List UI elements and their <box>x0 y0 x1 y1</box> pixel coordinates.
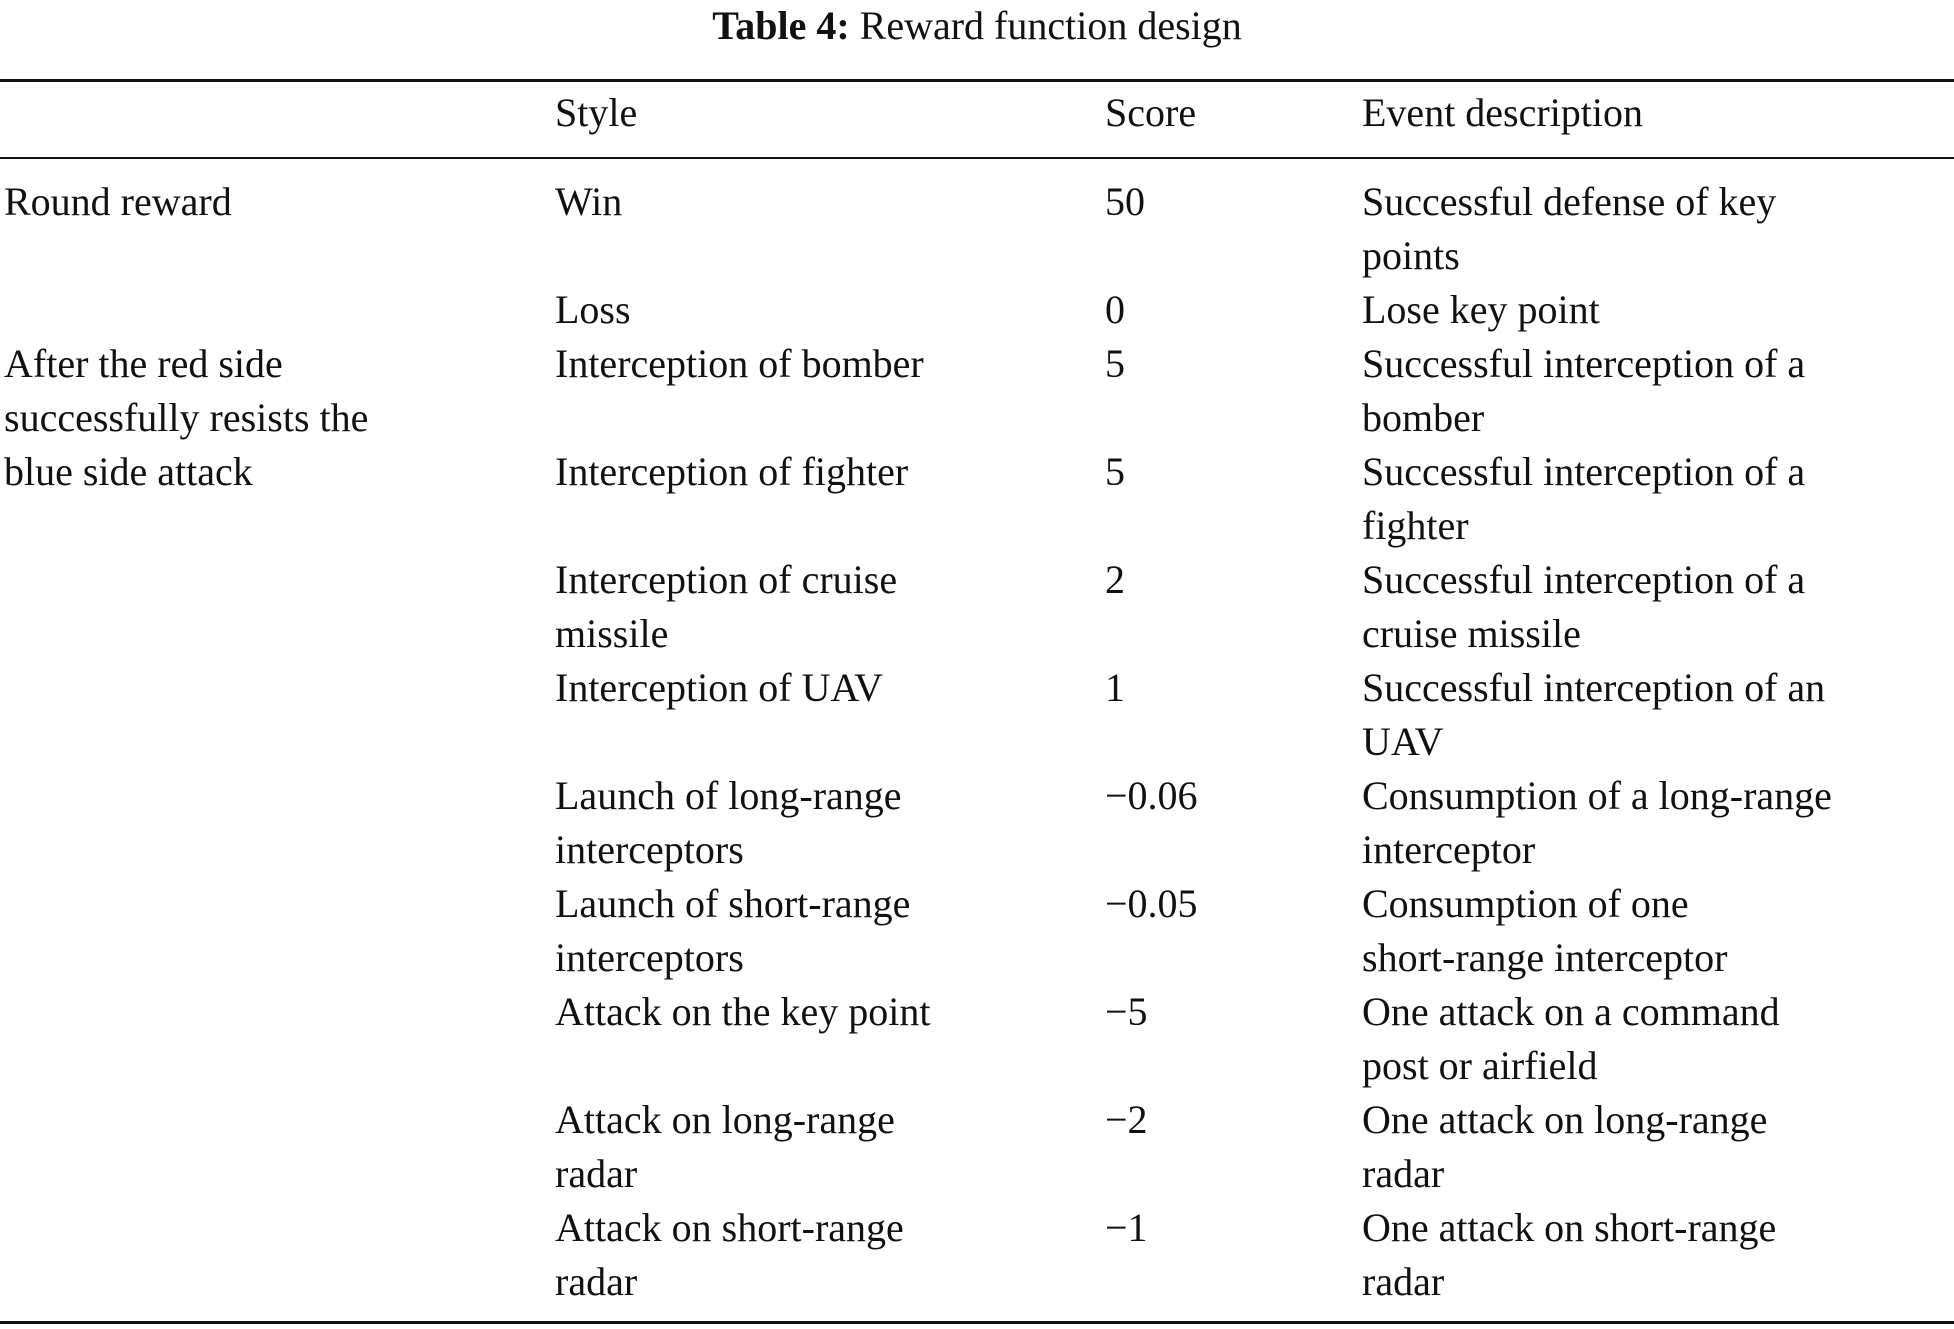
cell-score: 5 <box>1105 341 1125 386</box>
cell-category-line: After the red side <box>4 341 283 386</box>
cell-event-description <box>1362 769 1952 877</box>
cell-score: −2 <box>1105 1097 1148 1142</box>
cell-event-description <box>1362 877 1952 985</box>
cell-style <box>555 1201 1095 1309</box>
cell-style <box>555 337 1095 391</box>
cell-style-line: Interception of bomber <box>555 341 924 386</box>
cell-style-line: Loss <box>555 287 631 332</box>
cell-score: −0.06 <box>1105 773 1198 818</box>
cell-event-line: Successful interception of a <box>1362 557 1806 602</box>
cell-style-line: Launch of short-range <box>555 881 911 926</box>
cell-event-description <box>1362 661 1952 769</box>
cell-style-line: Interception of fighter <box>555 449 909 494</box>
cell-event-line: Consumption of a long-range <box>1362 773 1832 818</box>
cell-event-line: Consumption of one <box>1362 881 1689 926</box>
cell-style-line: interceptors <box>555 827 744 872</box>
table-caption-label: Table 4: <box>712 3 850 48</box>
cell-event-line: Successful defense of key <box>1362 179 1777 224</box>
cell-event-line: points <box>1362 233 1460 278</box>
table-caption-title: Reward function design <box>859 3 1242 48</box>
cell-score: −0.05 <box>1105 881 1198 926</box>
cell-category-line: successfully resists the <box>4 395 369 440</box>
cell-style <box>555 661 1095 715</box>
cell-event-line: UAV <box>1362 719 1444 764</box>
cell-event-line: post or airfield <box>1362 1043 1598 1088</box>
cell-category <box>4 337 544 499</box>
cell-score: 2 <box>1105 557 1125 602</box>
cell-style-line: radar <box>555 1151 638 1196</box>
cell-category-line: blue side attack <box>4 449 253 494</box>
header-event-description: Event description <box>1362 90 1644 135</box>
cell-style-line: Launch of long-range <box>555 773 902 818</box>
cell-style <box>555 1093 1095 1201</box>
cell-event-description <box>1362 445 1952 553</box>
cell-style-line: missile <box>555 611 669 656</box>
cell-style-line: Attack on long-range <box>555 1097 895 1142</box>
header-score: Score <box>1105 90 1197 135</box>
cell-event-line: radar <box>1362 1259 1445 1304</box>
cell-event-description <box>1362 175 1952 283</box>
cell-event-line: cruise missile <box>1362 611 1581 656</box>
cell-style <box>555 175 1095 229</box>
cell-event-line: Lose key point <box>1362 287 1600 332</box>
cell-style-line: Interception of cruise <box>555 557 898 602</box>
cell-event-description <box>1362 1201 1952 1309</box>
cell-style-line: Win <box>555 179 623 224</box>
cell-score: 0 <box>1105 287 1125 332</box>
cell-score: −5 <box>1105 989 1148 1034</box>
cell-score: 1 <box>1105 665 1125 710</box>
cell-event-line: One attack on long-range <box>1362 1097 1768 1142</box>
cell-style <box>555 283 1095 337</box>
header-style: Style <box>555 90 638 135</box>
cell-event-line: short-range interceptor <box>1362 935 1728 980</box>
cell-score: 50 <box>1105 179 1145 224</box>
cell-event-line: fighter <box>1362 503 1469 548</box>
cell-score: 5 <box>1105 449 1125 494</box>
cell-score: −1 <box>1105 1205 1148 1250</box>
cell-style <box>555 553 1095 661</box>
cell-category-line: Round reward <box>4 179 232 224</box>
cell-style-line: radar <box>555 1259 638 1304</box>
cell-style <box>555 445 1095 499</box>
cell-event-line: One attack on a command <box>1362 989 1780 1034</box>
cell-style-line: Interception of UAV <box>555 665 884 710</box>
cell-style-line: interceptors <box>555 935 744 980</box>
cell-event-line: bomber <box>1362 395 1485 440</box>
cell-style-line: Attack on short-range <box>555 1205 904 1250</box>
cell-style-line: Attack on the key point <box>555 989 931 1034</box>
cell-style <box>555 769 1095 877</box>
cell-event-line: Successful interception of a <box>1362 341 1806 386</box>
cell-style <box>555 877 1095 985</box>
cell-event-description <box>1362 337 1952 445</box>
cell-event-description <box>1362 553 1952 661</box>
cell-event-line: One attack on short-range <box>1362 1205 1777 1250</box>
cell-event-line: Successful interception of a <box>1362 449 1806 494</box>
cell-event-description <box>1362 283 1952 337</box>
cell-style <box>555 985 1095 1039</box>
cell-event-line: Successful interception of an <box>1362 665 1826 710</box>
cell-category <box>4 175 544 229</box>
cell-event-description <box>1362 1093 1952 1201</box>
cell-event-line: interceptor <box>1362 827 1536 872</box>
cell-event-line: radar <box>1362 1151 1445 1196</box>
cell-event-description <box>1362 985 1952 1093</box>
